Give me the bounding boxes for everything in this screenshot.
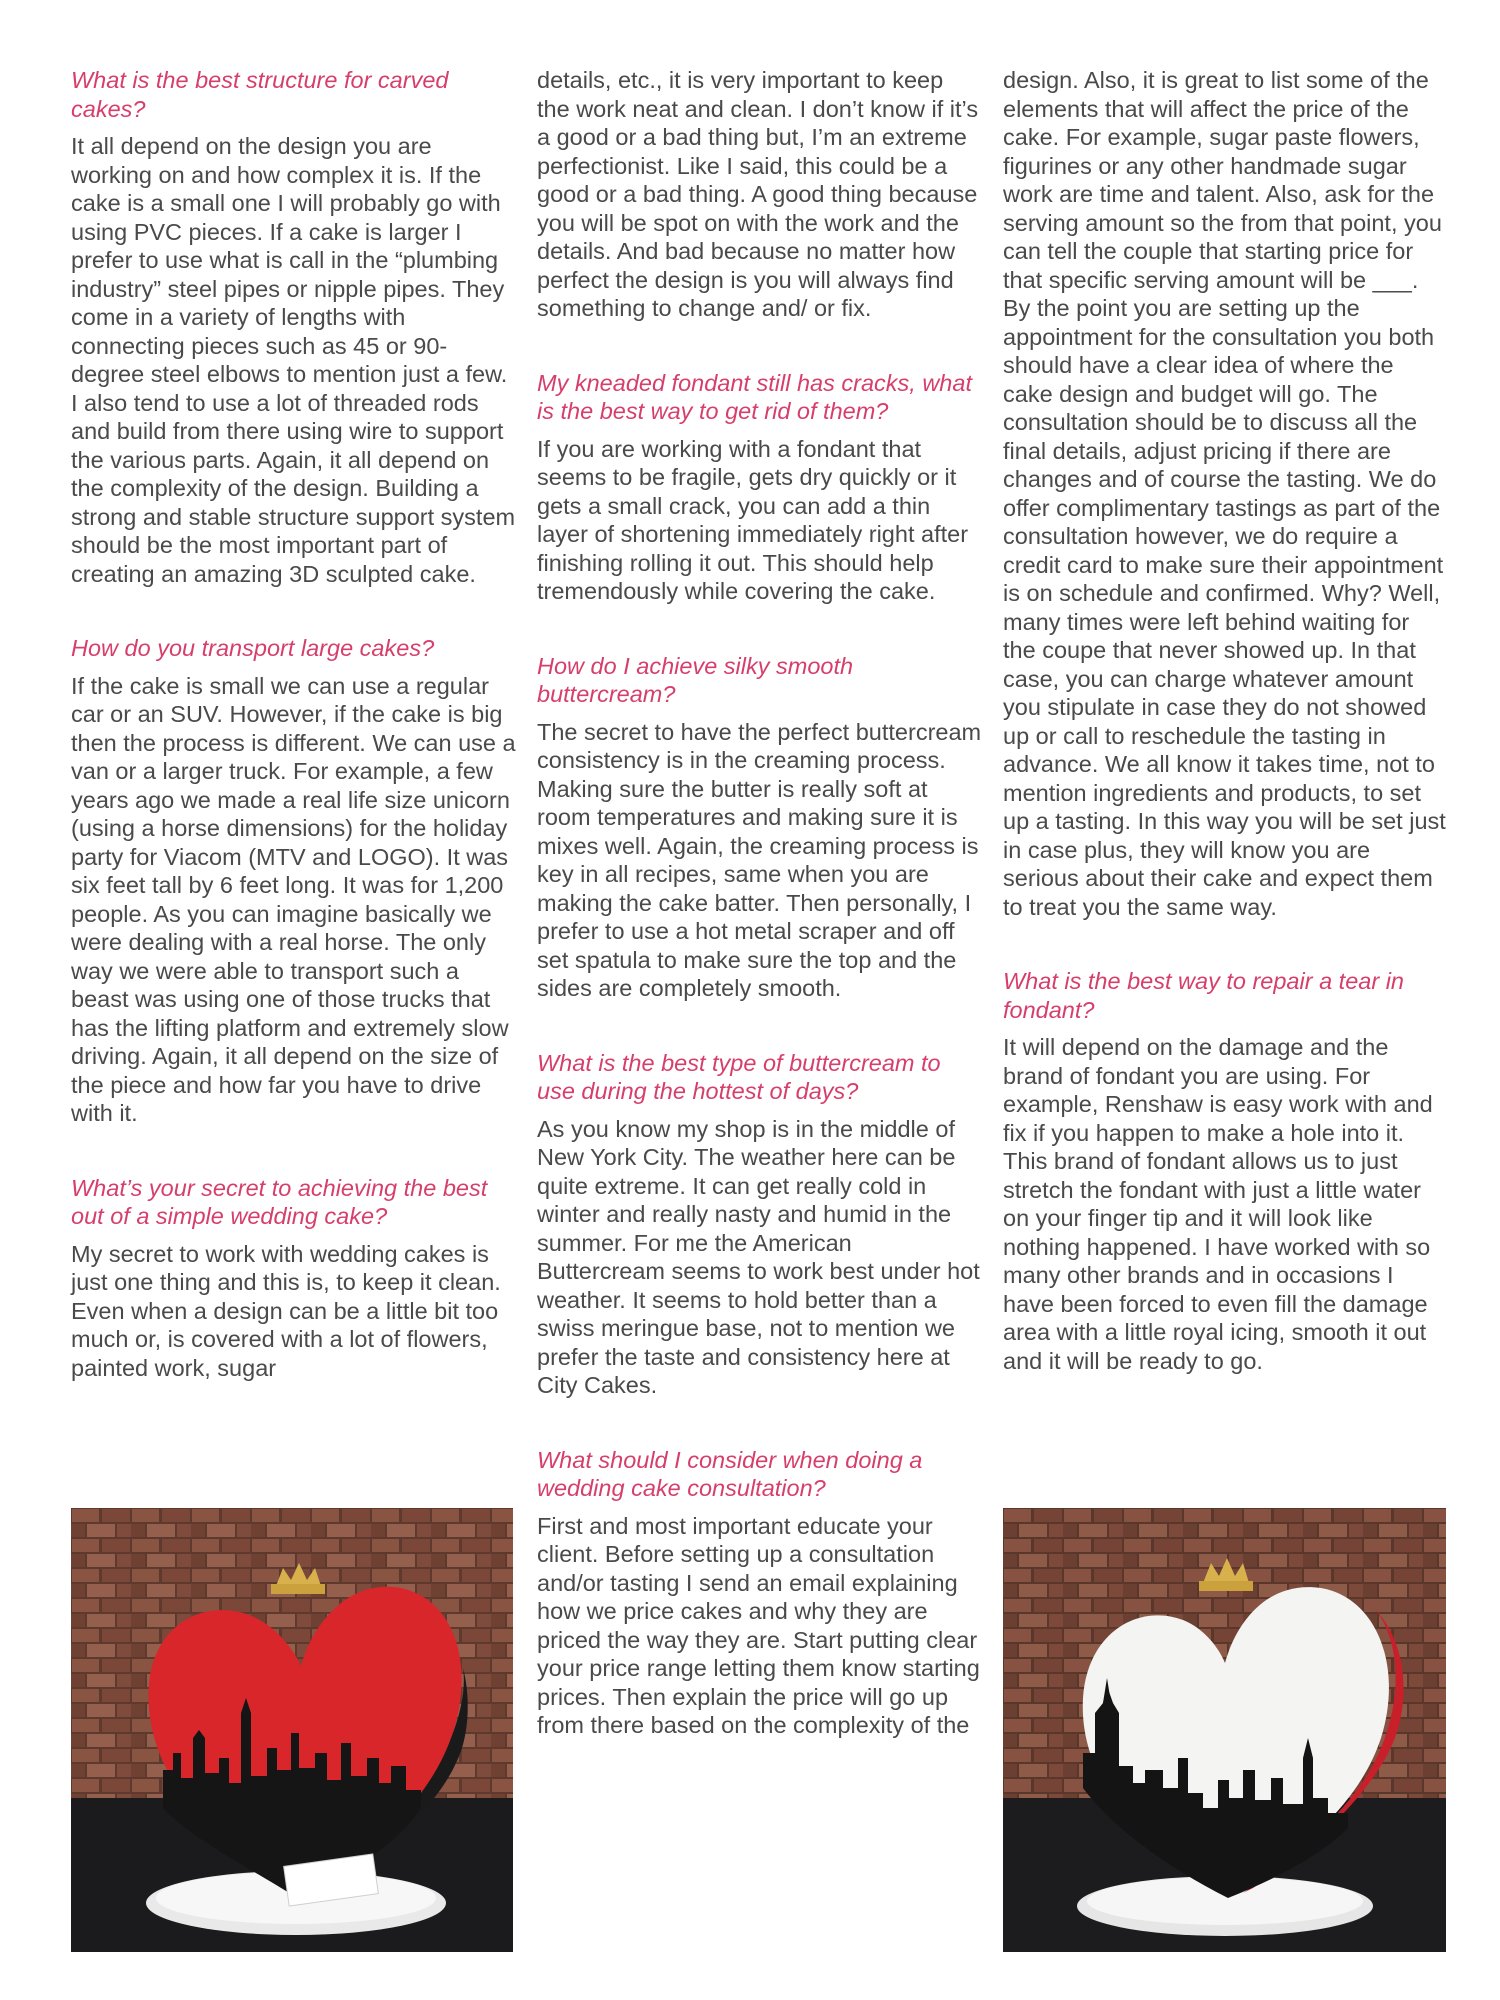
answer-carved-structure: It all depend on the design you are working on and how complex it is. If the cake is a small one I will probably go with using PVC pieces. If a cake is larger I prefer to use what is call in the “plumbing industry” steel pipes or nipple pipes. They come in a variety of lengths with connecting pieces such as 45 or 90-degree steel elbows to mention just a few. I also tend to use a lot of threaded rods and build from there using wire to support the various parts. Again, it all depend on the complexity of the design. Building a strong and stable structure support system should be the most important part of creating an amazing 3D sculpted cake. [71, 133, 516, 587]
answer-wedding-secret: My secret to work with wedding cakes is just one thing and this is, to keep it clean. Even when a design can be a little bit too much or, is covered with a lot of flowers, painted work, sugar [71, 1240, 501, 1381]
answer-smooth-buttercream: The secret to have the perfect buttercream consistency is in the creaming process. Making sure the butter is really soft at room temperatures and making sure it is mixes well. Again, the creaming process is key in all recipes, same when you are making the cake batter. Then personally, I prefer to use a hot metal scraper and off set spatula to make sure the top and the sides are completely smooth. [537, 718, 982, 1001]
question-transport: How do you transport large cakes? [71, 635, 435, 661]
white-heart-skyline-cake-photo [1003, 1508, 1446, 1952]
question-repair-tear: What is the best way to repair a tear in fondant? [1003, 968, 1404, 1023]
answer-hot-days-buttercream: As you know my shop is in the middle of New York City. The weather here can be quite extreme. It can get really cold in winter and really nasty and humid in the summer. For me the American Buttercream seems to work best under hot weather. It seems to hold better than a swiss meringue base, not to mention we prefer the taste and consistency here at City Cakes. [537, 1115, 980, 1398]
question-carved-structure: What is the best structure for carved cakes? [71, 67, 449, 122]
column-3 [1003, 66, 1448, 1375]
red-heart-skyline-cake-photo [71, 1508, 513, 1952]
column-2 [537, 66, 982, 1740]
question-smooth-buttercream: How do I achieve silky smooth buttercream? [537, 652, 854, 707]
question-fondant-cracks: My kneaded fondant still has cracks, what is the best way to get rid of them? [537, 369, 972, 424]
answer-consultation: First and most important educate your client. Before setting up a consultation and/or tasting I send an email explaining how we price cakes and why they are priced the way they are. Start putting clear your price range letting them know starting prices. Then explain the price will go up from there based on the complexity of the [537, 1512, 980, 1738]
continued-text: design. Also, it is great to list some of the elements that will affect the price of the cake. For example, sugar paste flowers, figurines or any other handmade sugar work are time and talent. Also, ask for the serving amount so the from that point, you can tell the couple that starting price for that specific serving amount will be ___. By the point you are setting up the appointment for the consultation you both should have a clear idea of where the cake design and budget will go. The consultation should be to discuss all the final details, adjust pricing if there are changes and of course the tasting. We do offer complimentary tastings as part of the consultation however, we do require a credit card to make sure their appointment is on schedule and confirmed. Why? Well, many times were left behind waiting for the coupe that never showed up. In that case, you can charge whatever amount you stipulate in case they do not showed up or call to reschedule the tasting in advance. We all know it takes time, not to mention ingredients and products, to set up a tasting. In this way you will be set just in case plus, they will know you are serious about their cake and expect them to treat you the same way. [1003, 67, 1446, 920]
continued-text: details, etc., it is very important to keep the work neat and clean. I don’t know if it’s a good or a bad thing but, I’m an extreme perfectionist. Like I said, this could be a good or a bad thing. A good thing because you will be spot on with the work and the details. And bad because no matter how perfect the design is you will always find something to change and/ or fix. [537, 67, 979, 321]
question-consultation: What should I consider when doing a wedding cake consultation? [537, 1446, 923, 1501]
answer-fondant-cracks: If you are working with a fondant that seems to be fragile, gets dry quickly or it gets a small crack, you can add a thin layer of shortening immediately right after finishing rolling it out. This should help tremendously while covering the cake. [537, 435, 969, 604]
answer-repair-tear: It will depend on the damage and the brand of fondant you are using. For example, Renshaw is easy work with and fix if you happen to make a hole into it. This brand of fondant allows us to just stretch the fondant with just a little water on your finger tip and it will look like nothing happened. I have worked with so many other brands and in occasions I have been forced to even fill the damage area with a little royal icing, smooth it out and it will be ready to go. [1003, 1034, 1433, 1374]
question-hot-days-buttercream: What is the best type of buttercream to use during the hottest of days? [537, 1049, 941, 1104]
column-1 [71, 66, 516, 1382]
question-wedding-secret: What’s your secret to achieving the best out of a simple wedding cake? [71, 1174, 488, 1229]
answer-transport: If the cake is small we can use a regular car or an SUV. However, if the cake is big then the process is different. We can use a van or a larger truck. For example, a few years ago we made a real life size unicorn (using a horse dimensions) for the holiday party for Viacom (MTV and LOGO). It was six feet tall by 6 feet long. It was for 1,200 people. As you can imagine basically we were dealing with a real horse. The only way we were able to transport such a beast was using one of those trucks that has the lifting platform and extremely slow driving. Again, it all depend on the size of the piece and how far you have to drive with it. [71, 672, 516, 1126]
